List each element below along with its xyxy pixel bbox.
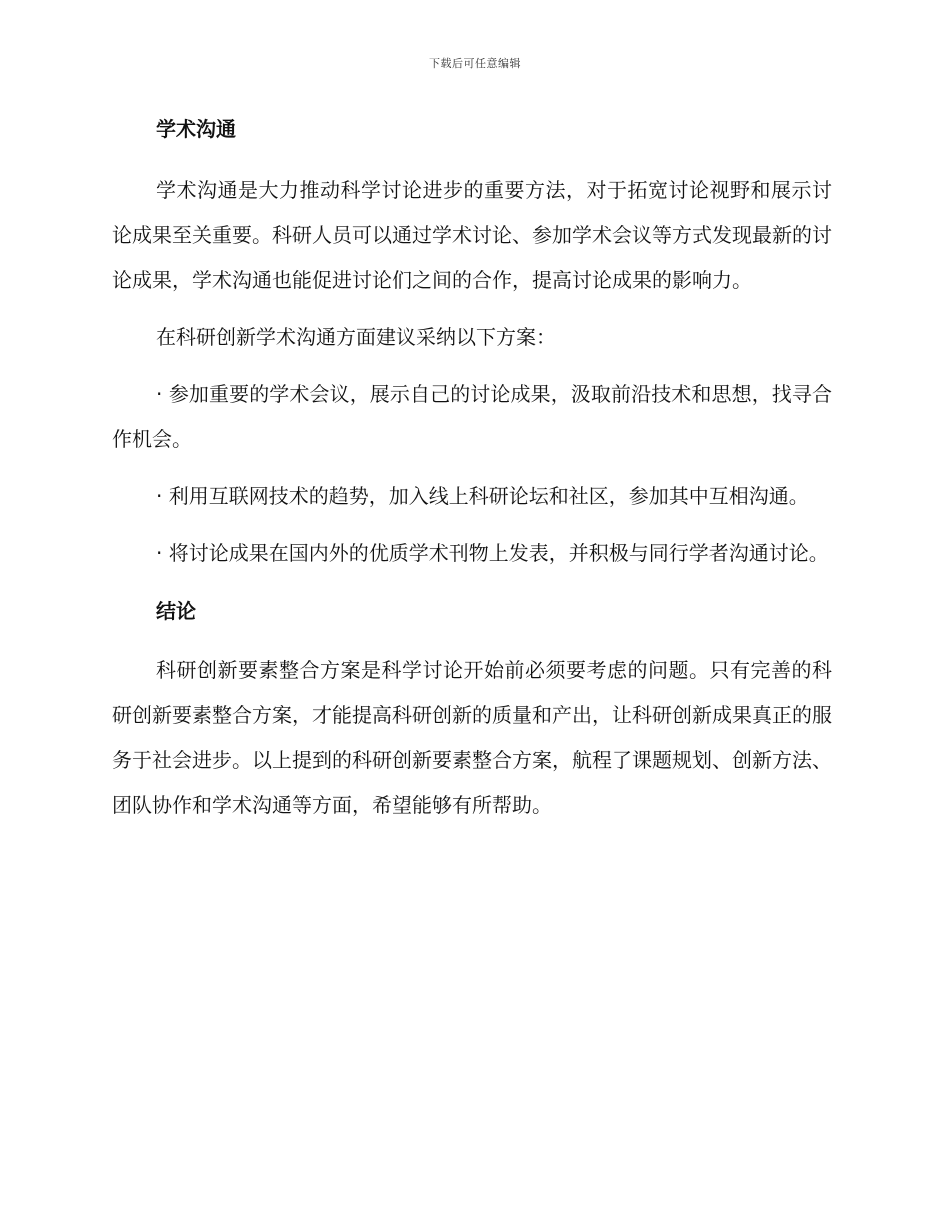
document-body (112, 112, 832, 828)
section-heading-academic-exchange: 学术沟通 (156, 117, 236, 141)
paragraph-conclusion: 科研创新要素整合方案是科学讨论开始前必须要考虑的问题。只有完善的科研创新要素整合方案，才能提高科研创新的质量和产出，让科研创新成果真正的服务于社会进步。以上提到的科研创新要素整合方案，航程了课题规划、创新方法、团队协作和学术沟通等方面，希望能够有所帮助。 (112, 658, 832, 817)
bullet-item-online-forum: · 利用互联网技术的趋势，加入线上科研论坛和社区，参加其中互相沟通。 (156, 484, 809, 508)
section-heading-conclusion: 结论 (156, 599, 196, 623)
bullet-item-conference: · 参加重要的学术会议，展示自己的讨论成果，汲取前沿技术和思想，找寻合作机会。 (112, 382, 832, 451)
paragraph-proposal-lead: 在科研创新学术沟通方面建议采纳以下方案： (156, 325, 556, 349)
paragraph-intro: 学术沟通是大力推动科学讨论进步的重要方法，对于拓宽讨论视野和展示讨论成果至关重要。科研人员可以通过学术讨论、参加学术会议等方式发现最新的讨论成果，学术沟通也能促进讨论们之间的合作，提高讨论成果的影响力。 (112, 178, 832, 292)
bullet-item-publication: · 将讨论成果在国内外的优质学术刊物上发表，并积极与同行学者沟通讨论。 (156, 541, 829, 565)
page-header: 下载后可任意编辑 (429, 57, 521, 70)
